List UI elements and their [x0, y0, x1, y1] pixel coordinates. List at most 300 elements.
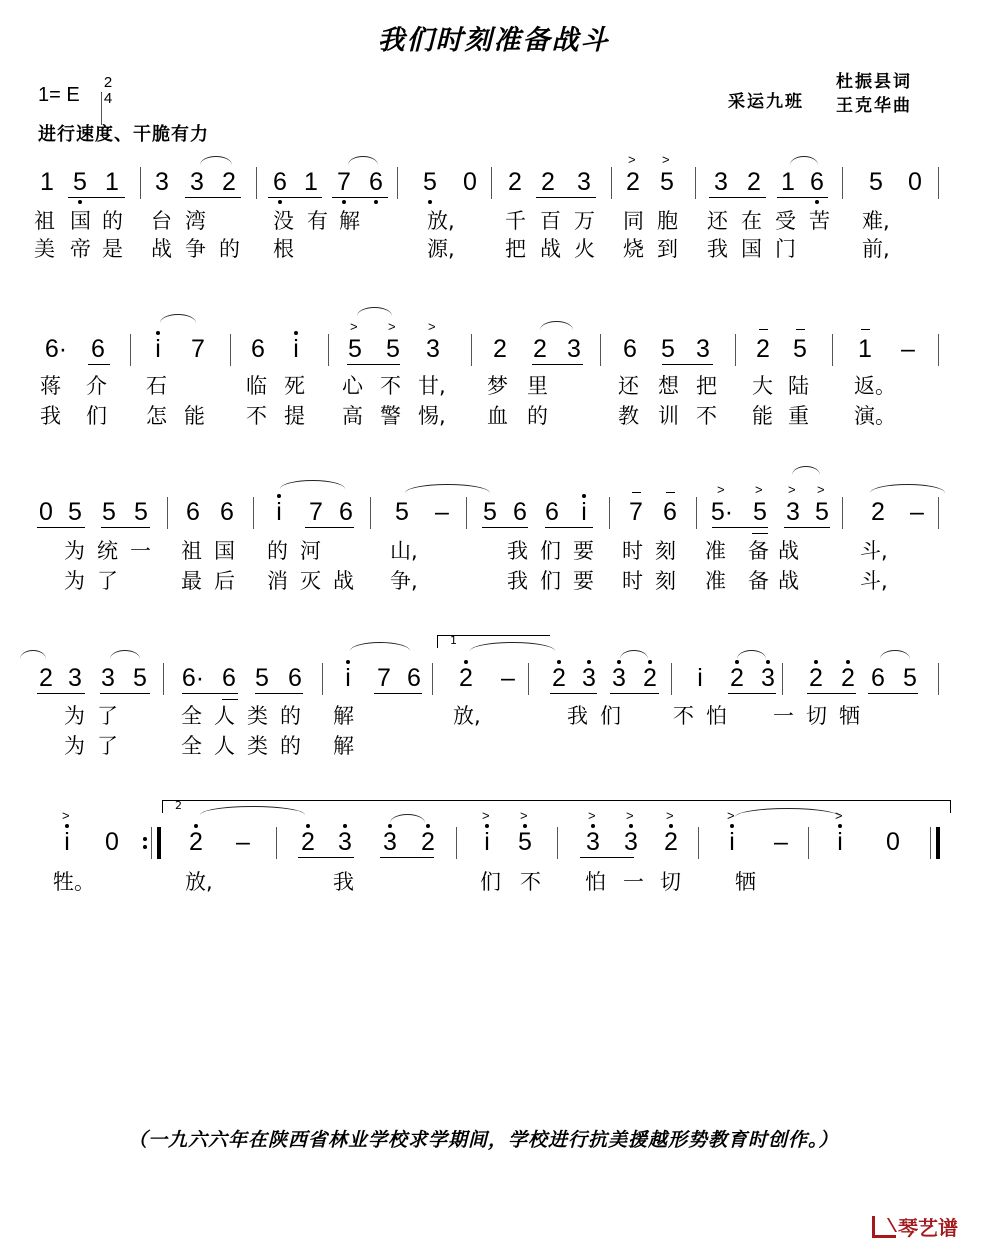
beam-underline: [610, 693, 659, 694]
octave-up-dot: [587, 660, 591, 664]
beam-underline: [37, 527, 85, 528]
note: 5: [423, 168, 437, 196]
note: 6·: [181, 664, 205, 692]
octave-down-dot: [428, 200, 432, 204]
beam-underline: [100, 693, 150, 694]
barline: [609, 497, 610, 529]
lyric-syllable: 刻: [655, 539, 676, 563]
lyric-syllable: 的: [280, 734, 301, 758]
lyric-syllable: 是: [102, 237, 123, 261]
barline: [528, 663, 529, 695]
note: 3: [155, 168, 169, 196]
lyric-syllable: 返。: [854, 374, 896, 398]
beam-underline: [752, 533, 768, 534]
note: 5: [815, 498, 829, 526]
lyric-syllable: 不: [380, 374, 401, 398]
lyric-syllable: 牺: [735, 870, 756, 894]
note: –: [910, 498, 924, 526]
lyric-syllable: 在: [741, 209, 762, 233]
beam-underline: [37, 693, 85, 694]
note: 3: [567, 335, 581, 363]
lyric-syllable: 我: [507, 539, 528, 563]
lyric-syllable: 祖: [181, 539, 202, 563]
octave-up-dot: [306, 824, 310, 828]
octave-up-dot: [591, 824, 595, 828]
note: 5: [68, 498, 82, 526]
octave-up-dot: [426, 824, 430, 828]
lyric-syllable: 刻: [655, 569, 676, 593]
octave-up-dot: [557, 660, 561, 664]
note: 3: [190, 168, 204, 196]
lyric-syllable: 受: [775, 209, 796, 233]
lyric-syllable: 解: [339, 209, 360, 233]
octave-up-dot: [730, 824, 734, 828]
octave-up-dot: [294, 331, 298, 335]
lyric-syllable: 为: [64, 539, 85, 563]
lyric-syllable: 的: [102, 209, 123, 233]
note: 6: [513, 498, 527, 526]
lyric-syllable: 争: [185, 237, 206, 261]
slur: [20, 650, 46, 659]
lyric-syllable: 帝: [70, 237, 91, 261]
note: –: [774, 828, 788, 856]
beam-underline: [101, 527, 150, 528]
beam-underline: [185, 197, 241, 198]
note: 5·: [710, 498, 734, 526]
lyric-syllable: 烧: [623, 237, 644, 261]
barline: [456, 827, 457, 859]
octave-up-dot: [343, 824, 347, 828]
octave-up-dot: [648, 660, 652, 664]
barline: [698, 827, 699, 859]
note: 5: [660, 168, 674, 196]
lyric-syllable: 我: [567, 704, 588, 728]
lyric-syllable: 牺: [839, 704, 860, 728]
note: 2: [730, 664, 744, 692]
note: 3: [696, 335, 710, 363]
accent-mark: >: [428, 319, 436, 334]
beam-underline: [536, 197, 596, 198]
note: 3: [383, 828, 397, 856]
lyric-syllable: 火: [574, 237, 595, 261]
beam-underline: [580, 857, 634, 858]
lyric-syllable: 还: [618, 374, 639, 398]
note: 2: [756, 335, 770, 363]
lyric-syllable: 人: [214, 704, 235, 728]
lyric-syllable: 万: [574, 209, 595, 233]
accent-mark: >: [835, 808, 843, 823]
lyric-syllable: 牲。: [53, 870, 95, 894]
lyric-syllable: 陆: [788, 374, 809, 398]
lyric-syllable: 把: [696, 374, 717, 398]
beam-underline: [305, 527, 354, 528]
lyric-syllable: 想: [658, 374, 679, 398]
lyric-syllable: 怎: [146, 404, 167, 428]
accent-mark: >: [662, 152, 670, 167]
note: 3: [582, 664, 596, 692]
lyric-syllable: 战: [151, 237, 172, 261]
beam-underline: [709, 197, 766, 198]
lyric-syllable: 人: [214, 734, 235, 758]
barline: [471, 334, 472, 366]
lyric-syllable: 河: [300, 539, 321, 563]
lyric-syllable: 的: [280, 704, 301, 728]
beam-underline: [332, 197, 388, 198]
barline: [557, 827, 558, 859]
barline: [256, 167, 257, 199]
lyric-syllable: 全: [181, 734, 202, 758]
lyric-syllable: 台: [151, 209, 172, 233]
slur: [620, 650, 648, 659]
tenuto-mark: [666, 492, 675, 493]
barline: [491, 167, 492, 199]
note: 5: [133, 664, 147, 692]
song-title: 我们时刻准备战斗: [377, 25, 610, 56]
lyric-syllable: 了: [97, 704, 118, 728]
lyric-syllable: 美: [34, 237, 55, 261]
lyric-syllable: 了: [97, 569, 118, 593]
lyric-syllable: 备: [748, 569, 769, 593]
beam-underline: [347, 364, 400, 365]
slur: [870, 484, 945, 493]
note: 2: [421, 828, 435, 856]
note: i: [293, 335, 299, 363]
author-credits: [836, 70, 912, 118]
slur: [737, 650, 766, 659]
barline: [466, 497, 467, 529]
lyric-syllable: 们: [540, 569, 561, 593]
accent-mark: >: [788, 482, 796, 497]
key-signature: 1= E: [38, 84, 80, 106]
octave-up-dot: [629, 824, 633, 828]
note: 2: [533, 335, 547, 363]
lyric-syllable: 我: [707, 237, 728, 261]
lyric-syllable: 惕,: [418, 404, 446, 428]
lyric-syllable: 后: [214, 569, 235, 593]
lyric-syllable: 我: [507, 569, 528, 593]
note: i: [484, 828, 490, 856]
octave-up-dot: [669, 824, 673, 828]
lyric-syllable: 战: [333, 569, 354, 593]
lyric-syllable: 怕: [585, 870, 606, 894]
lyric-syllable: 们: [540, 539, 561, 563]
note: 0: [39, 498, 53, 526]
octave-down-dot: [815, 200, 819, 204]
barline: [735, 334, 736, 366]
note: 6: [339, 498, 353, 526]
note: 5: [869, 168, 883, 196]
barline: [938, 663, 939, 695]
lyric-syllable: 没: [273, 209, 294, 233]
slur: [790, 156, 818, 165]
lyric-syllable: 争,: [390, 569, 418, 593]
octave-down-dot: [78, 200, 82, 204]
note: 5: [348, 335, 362, 363]
lyric-syllable: 一: [773, 704, 794, 728]
note: 3: [786, 498, 800, 526]
note: –: [901, 335, 915, 363]
octave-up-dot: [277, 494, 281, 498]
lyric-syllable: 把: [505, 237, 526, 261]
note: 2: [493, 335, 507, 363]
note: 1: [858, 335, 872, 363]
barline: [130, 334, 131, 366]
lyric-syllable: 心: [342, 374, 363, 398]
note: 1: [105, 168, 119, 196]
note: i: [837, 828, 843, 856]
lyric-syllable: 难,: [862, 209, 890, 233]
lyric-syllable: 战: [778, 569, 799, 593]
lyric-syllable: 不: [520, 870, 541, 894]
beam-underline: [662, 364, 713, 365]
lyric-syllable: 的: [527, 404, 548, 428]
note: 5: [73, 168, 87, 196]
lyric-syllable: 千: [505, 209, 526, 233]
note: 5: [255, 664, 269, 692]
octave-up-dot: [156, 331, 160, 335]
octave-down-dot: [374, 200, 378, 204]
lyric-syllable: 准: [705, 569, 726, 593]
beam-underline: [268, 197, 322, 198]
note: 2: [189, 828, 203, 856]
slur: [880, 650, 910, 659]
lyric-syllable: 我: [333, 870, 354, 894]
lyric-syllable: 门: [775, 237, 796, 261]
lyric-syllable: 放,: [185, 870, 213, 894]
note: i: [155, 335, 161, 363]
note: 5: [483, 498, 497, 526]
lyric-syllable: 的: [267, 539, 288, 563]
barline: [253, 497, 254, 529]
accent-mark: >: [717, 482, 725, 497]
note: 6: [623, 335, 637, 363]
barline: [151, 827, 152, 859]
lyric-syllable: 重: [788, 404, 809, 428]
note: 2: [301, 828, 315, 856]
octave-up-dot: [735, 660, 739, 664]
note: 2: [626, 168, 640, 196]
barline: [832, 334, 833, 366]
note: 2: [222, 168, 236, 196]
arranger-credit: 采运九班: [728, 92, 804, 112]
lyric-syllable: 源,: [427, 237, 455, 261]
lyric-syllable: 一: [623, 870, 644, 894]
barline: [695, 167, 696, 199]
octave-up-dot: [65, 824, 69, 828]
accent-mark: >: [588, 808, 596, 823]
lyric-syllable: 时: [622, 539, 643, 563]
lyric-syllable: 们: [600, 704, 621, 728]
barline: [696, 497, 697, 529]
octave-up-dot: [838, 824, 842, 828]
beam-underline: [482, 527, 528, 528]
note: 0: [463, 168, 477, 196]
lyric-syllable: 切: [660, 870, 681, 894]
accent-mark: >: [482, 808, 490, 823]
barline: [842, 167, 843, 199]
note: 2: [552, 664, 566, 692]
beam-underline: [868, 693, 918, 694]
note: 6·: [44, 335, 68, 363]
note: 6: [220, 498, 234, 526]
lyric-syllable: 不: [696, 404, 717, 428]
lyric-syllable: 祖: [34, 209, 55, 233]
lyric-syllable: 甘,: [418, 374, 446, 398]
lyric-syllable: 消: [267, 569, 288, 593]
octave-up-dot: [523, 824, 527, 828]
octave-up-dot: [846, 660, 850, 664]
octave-up-dot: [582, 494, 586, 498]
lyric-syllable: 解: [333, 704, 354, 728]
note: 0: [886, 828, 900, 856]
beam-underline: [712, 527, 768, 528]
accent-mark: >: [350, 319, 358, 334]
beam-underline: [728, 693, 776, 694]
note: 5: [134, 498, 148, 526]
lyric-syllable: 苦: [809, 209, 830, 233]
lyric-syllable: 为: [64, 734, 85, 758]
octave-up-dot: [194, 824, 198, 828]
accent-mark: >: [755, 482, 763, 497]
slur: [160, 314, 196, 323]
note: 2: [871, 498, 885, 526]
lyric-syllable: 最: [181, 569, 202, 593]
lyric-syllable: 湾: [185, 209, 206, 233]
beam-underline: [550, 693, 597, 694]
accent-mark: >: [62, 808, 70, 823]
note: –: [435, 498, 449, 526]
note: i: [729, 828, 735, 856]
accent-mark: >: [626, 808, 634, 823]
lyric-syllable: 国: [214, 539, 235, 563]
lyric-syllable: 要: [573, 539, 594, 563]
lyric-syllable: 警: [380, 404, 401, 428]
volta-bracket-1: 1: [437, 635, 550, 648]
note: 3: [577, 168, 591, 196]
tenuto-mark: [796, 329, 805, 330]
note: 7: [309, 498, 323, 526]
note: 6: [407, 664, 421, 692]
note: 6: [273, 168, 287, 196]
note: 7: [337, 168, 351, 196]
time-signature-bottom: 4: [103, 90, 113, 107]
slur: [350, 642, 410, 651]
lyric-syllable: 了: [97, 734, 118, 758]
volta-bracket-2: 2: [162, 800, 951, 813]
barline: [808, 827, 809, 859]
note: 5: [518, 828, 532, 856]
note: 2: [664, 828, 678, 856]
note: 3: [101, 664, 115, 692]
note: 5: [395, 498, 409, 526]
note: 2: [39, 664, 53, 692]
note: 6: [810, 168, 824, 196]
lyric-syllable: 教: [618, 404, 639, 428]
lyric-syllable: 训: [658, 404, 679, 428]
octave-up-dot: [346, 660, 350, 664]
barline: [936, 827, 940, 859]
accent-mark: >: [666, 808, 674, 823]
beam-underline: [784, 527, 830, 528]
octave-up-dot: [388, 824, 392, 828]
lyric-syllable: 血: [487, 404, 508, 428]
composer-credit: 王克华曲: [836, 96, 912, 116]
lyric-syllable: 提: [284, 404, 305, 428]
barline: [782, 663, 783, 695]
note: 2: [643, 664, 657, 692]
lyric-syllable: 到: [657, 237, 678, 261]
slur: [357, 307, 392, 316]
note: 3: [624, 828, 638, 856]
barline: [140, 167, 141, 199]
lyric-syllable: 死: [284, 374, 305, 398]
note: 6: [871, 664, 885, 692]
lyric-syllable: 演。: [854, 404, 896, 428]
note: 3: [612, 664, 626, 692]
note: 7: [191, 335, 205, 363]
lyric-syllable: 临: [246, 374, 267, 398]
beam-underline: [380, 857, 434, 858]
accent-mark: >: [727, 808, 735, 823]
note: 3: [586, 828, 600, 856]
beam-underline: [298, 857, 354, 858]
lyric-syllable: 的: [219, 237, 240, 261]
lyric-syllable: 同: [623, 209, 644, 233]
lyric-syllable: 国: [70, 209, 91, 233]
octave-up-dot: [766, 660, 770, 664]
lyric-syllable: 我: [40, 404, 61, 428]
note: 1: [40, 168, 54, 196]
lyric-syllable: 解: [333, 734, 354, 758]
barline: [167, 497, 168, 529]
lyric-syllable: 百: [540, 209, 561, 233]
repeat-sign: [143, 833, 147, 853]
beam-underline: [545, 527, 593, 528]
barline: [611, 167, 612, 199]
lyric-syllable: 介: [86, 374, 107, 398]
tenuto-mark: [861, 329, 870, 330]
beam-underline: [182, 693, 238, 694]
octave-up-dot: [464, 660, 468, 664]
lyric-syllable: 能: [752, 404, 773, 428]
note: 2: [541, 168, 555, 196]
tempo-marking: 进行速度、干脆有力: [38, 124, 209, 145]
note: 2: [508, 168, 522, 196]
lyric-syllable: 战: [778, 539, 799, 563]
barline: [328, 334, 329, 366]
beam-underline: [807, 693, 856, 694]
tenuto-mark: [759, 329, 768, 330]
note: 2: [747, 168, 761, 196]
note: i: [276, 498, 282, 526]
lyric-syllable: 高: [342, 404, 363, 428]
note: 7: [377, 664, 391, 692]
lyric-syllable: 大: [752, 374, 773, 398]
barline: [322, 663, 323, 695]
note: 7: [629, 498, 643, 526]
barline: [930, 827, 931, 859]
lyric-syllable: 梦: [487, 374, 508, 398]
beam-underline: [532, 364, 583, 365]
note: i: [697, 664, 703, 692]
accent-mark: >: [388, 319, 396, 334]
lyric-syllable: 类: [247, 704, 268, 728]
tenuto-mark: [632, 492, 641, 493]
octave-up-dot: [485, 824, 489, 828]
barline: [842, 497, 843, 529]
lyric-syllable: 前,: [862, 237, 890, 261]
note: 1: [304, 168, 318, 196]
